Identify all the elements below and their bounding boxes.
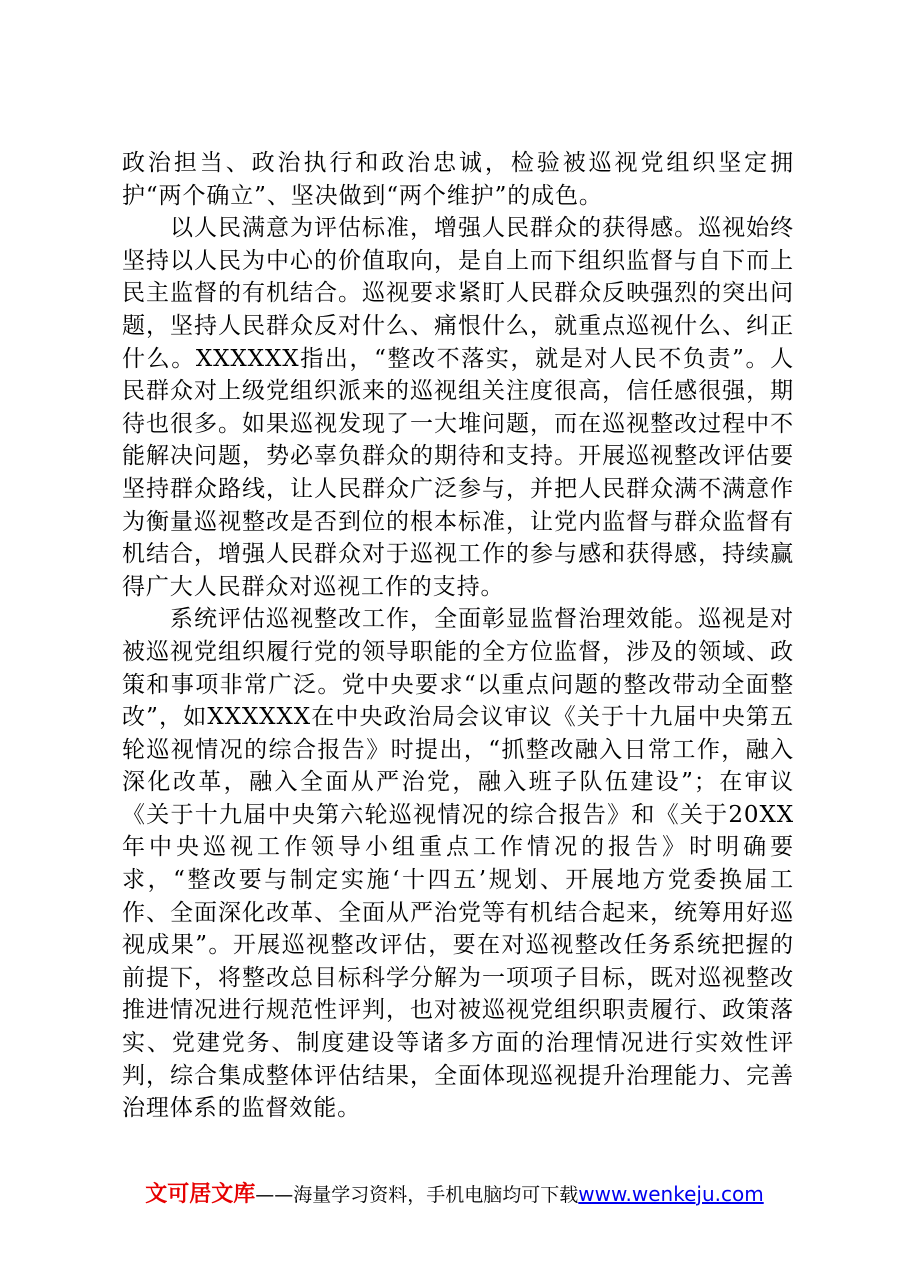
footer-site-link[interactable]: www.wenkeju.com (578, 1182, 764, 1206)
footer-tagline: ——海量学习资料，手机电脑均可下载 (255, 1184, 579, 1206)
paragraph-1: 政治担当、政治执行和政治忠诚，检验被巡视党组织坚定拥护“两个确立”、坚决做到“两个维护”的成色。 (122, 150, 794, 209)
footer-brand: 文可居文库 (145, 1182, 256, 1207)
document-body (122, 147, 794, 1125)
footer-banner (0, 1180, 909, 1209)
paragraph-2: 以人民满意为评估标准，增强人民群众的获得感。巡视始终坚持以人民为中心的价值取向，是自上而下组织监督与自下而上民主监督的有机结合。巡视要求紧盯人民群众反映强烈的突出问题，坚持人民群众反对什么、痛恨什么，就重点巡视什么、纠正什么。XXXXXX指出，“整改不落实，就是对人民不负责”。人民群众对上级党组织派来的巡视组关注度很高，信任感很强，期待也很多。如果巡视发现了一大堆问题，而在巡视整改过程中不能解决问题，势必辜负群众的期待和支持。开展巡视整改评估要坚持群众路线，让人民群众广泛参与，并把人民群众满不满意作为衡量巡视整改是否到位的根本标准，让党内监督与群众监督有机结合，增强人民群众对于巡视工作的参与感和获得感，持续赢得广大人民群众对巡视工作的支持。 (122, 215, 794, 600)
paragraph-3: 系统评估巡视整改工作，全面彰显监督治理效能。巡视是对被巡视党组织履行党的领导职能的全方位监督，涉及的领域、政策和事项非常广泛。党中央要求“以重点问题的整改带动全面整改”，如XXXXXX在中央政治局会议审议《关于十九届中央第五轮巡视情况的综合报告》时提出，“抓整改融入日常工作，融入深化改革，融入全面从严治党，融入班子队伍建设”；在审议《关于十九届中央第六轮巡视情况的综合报告》和《关于20XX年中央巡视工作领导小组重点工作情况的报告》时明确要求，“整改要与制定实施‘十四五’规划、开展地方党委换届工作、全面深化改革、全面从严治党等有机结合起来，统筹用好巡视成果”。开展巡视整改评估，要在对巡视整改任务系统把握的前提下，将整改总目标科学分解为一项项子目标，既对巡视整改推进情况进行规范性评判，也对被巡视党组织职责履行、政策落实、党建党务、制度建设等诸多方面的治理情况进行实效性评判，综合集成整体评估结果，全面体现巡视提升治理能力、完善治理体系的监督效能。 (122, 606, 794, 1122)
